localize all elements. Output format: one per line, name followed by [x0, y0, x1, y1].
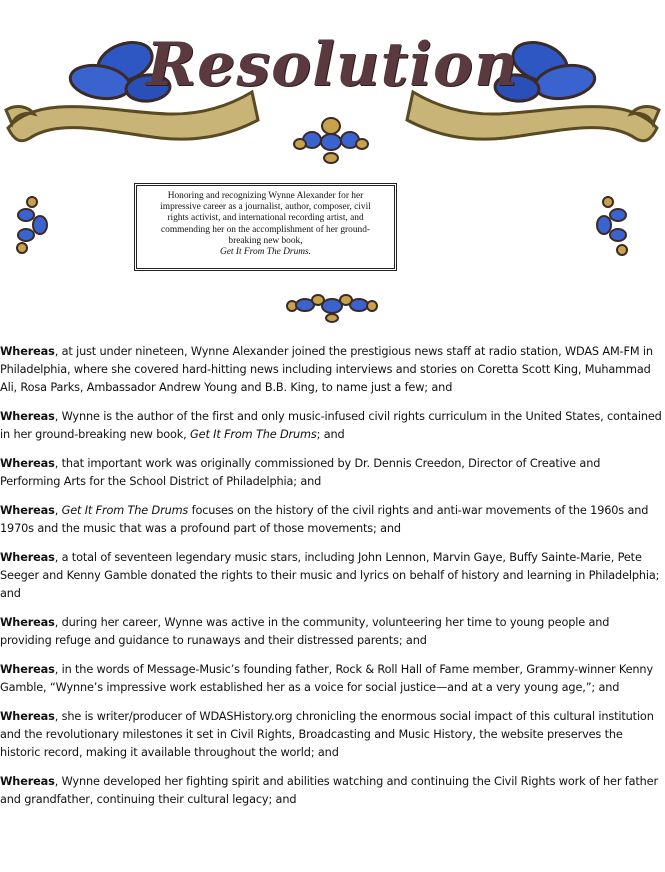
whereas-lead: Whereas [0, 775, 55, 788]
whereas-paragraph [0, 773, 663, 809]
whereas-clauses [0, 343, 663, 820]
whereas-paragraph [0, 661, 663, 697]
whereas-paragraph [0, 343, 663, 397]
paragraph-text: , [54, 504, 62, 517]
book-title: Get It From The Drums [190, 428, 317, 441]
honoring-book-title: Get It From The Drums. [219, 247, 312, 258]
whereas-lead: Whereas [0, 504, 55, 517]
paragraph-text: , she is writer/producer of WDASHistory.org chronicling the enormous social impact of this cultural institution and the revolutionary milestones it set in Civil Rights, Broadcasting and Music History, the website preserves the historic record, making it available throughout the world; and [0, 710, 654, 759]
whereas-paragraph [0, 549, 663, 603]
paragraph-text: ; and [316, 428, 345, 441]
left-side-ornament [17, 197, 47, 253]
whereas-paragraph [0, 708, 663, 762]
right-side-ornament [597, 197, 627, 255]
whereas-paragraph [0, 408, 663, 444]
book-title: Get It From The Drums [61, 504, 189, 517]
paragraph-text: , at just under nineteen, Wynne Alexander joined the prestigious news staff at radio station, WDAS AM-FM in Philadelphia, where she covered hard-hitting news including interviews and stories on Coretta Scott King, Muhammad Ali, Rosa Parks, Ambassador Andrew Young and B.B. King, to name just a few; and [0, 345, 653, 394]
honoring-statement: Honoring and recognizing Wynne Alexander for her impressive career as a journalist, author, composer, civil rights activist, and international recording artist, and commending her on the accomplishment of her ground-breaking new book, [160, 191, 371, 246]
paragraph-text: , a total of seventeen legendary music stars, including John Lennon, Marvin Gaye, Buffy Sainte-Marie, Pete Seeger and Kenny Gamble donated the rights to their music and lyrics on behalf of history and learning in Philadelphia; and [0, 551, 660, 600]
whereas-lead: Whereas [0, 457, 55, 470]
honoring-statement-box [134, 183, 397, 271]
center-rosette-ornament [294, 118, 368, 163]
paragraph-text: , in the words of Message-Music’s founding father, Rock & Roll Hall of Fame member, Grammy-winner Kenny Gamble, “Wynne’s impressive work established her as a voice for social justice—and at a very young age,”; and [0, 663, 653, 694]
whereas-paragraph [0, 502, 663, 538]
resolution-title: Resolution [146, 30, 519, 100]
paragraph-text: , during her career, Wynne was active in the community, volunteering her time to young people and providing refuge and guidance to runaways and their distressed parents; and [0, 616, 610, 647]
whereas-lead: Whereas [0, 551, 55, 564]
whereas-lead: Whereas [0, 710, 55, 723]
paragraph-text: , Wynne is the author of the first and only music-infused civil rights curriculum in the United States, contained in her ground-breaking new book, [0, 410, 662, 441]
whereas-paragraph [0, 614, 663, 650]
paragraph-text: , that important work was originally commissioned by Dr. Dennis Creedon, Director of Creative and Performing Arts for the School District of Philadelphia; and [0, 457, 601, 488]
whereas-lead: Whereas [0, 616, 55, 629]
whereas-paragraph [0, 455, 663, 491]
paragraph-text: , Wynne developed her fighting spirit and abilities watching and continuing the Civil Rights work of her father and grandfather, continuing their cultural legacy; and [0, 775, 658, 806]
bottom-center-ornament [287, 295, 377, 322]
resolution-header [0, 0, 665, 325]
whereas-lead: Whereas [0, 663, 55, 676]
whereas-lead: Whereas [0, 410, 55, 423]
whereas-lead: Whereas [0, 345, 55, 358]
paragraph-text: focuses on the history of the civil rights and anti-war movements of the 1960s and 1970s and the music that was a profound part of those movements; and [0, 504, 649, 535]
